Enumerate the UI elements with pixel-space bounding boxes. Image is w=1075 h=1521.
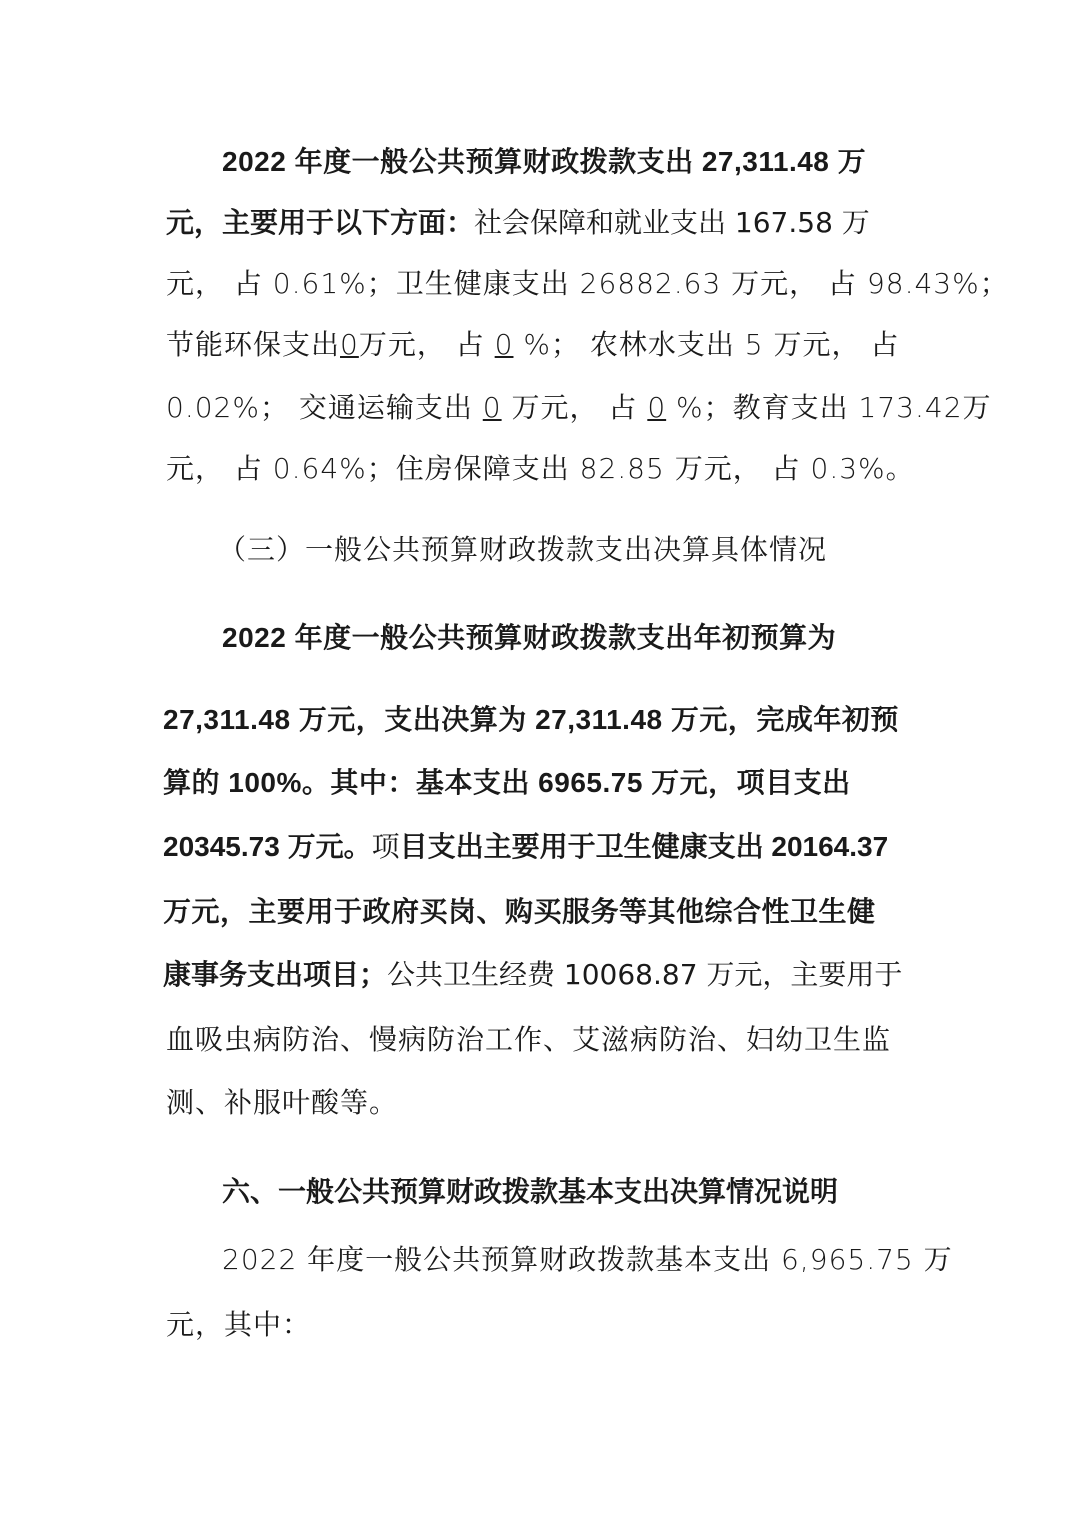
section-3-heading: （三）一般公共预算财政拨款支出决算具体情况 [218,533,828,566]
p2-line-1: 2022 年度一般公共预算财政拨款支出年初预算为 [222,622,837,653]
p1-line-5-a: 0.02%； 交通运输支出 [166,391,473,424]
p3-line-2: 元，其中： [166,1308,312,1341]
p1-line-4-a: 节能环保支出 [166,328,341,361]
p1-line-2-rest: 社会保障和就业支出 167.58 万 [474,206,870,239]
p1-line-5-b: 万元， 占 [511,391,638,424]
section-6-heading: 六、一般公共预算财政拨款基本支出决算情况说明 [222,1176,839,1207]
p1-line-5-zero-1: 0 [482,391,502,424]
p2-line-4-b: 项 [371,830,400,863]
p1-line-3: 元， 占 0.61%；卫生健康支出 26882.63 万元， 占 98.43%； [166,267,1009,300]
p1-line-5 [166,388,992,428]
p2-line-4-c: 目支出主要用于卫生健康支出 20164.37 [399,831,889,862]
p1-line-5-zero-2: 0 [647,391,667,424]
p1-line-2-bold: 元，主要用于以下方面： [166,207,475,238]
p1-line-2 [166,203,870,243]
p3-line-1: 2022 年度一般公共预算财政拨款基本支出 6,965.75 万 [222,1243,953,1276]
p2-line-5: 万元，主要用于政府买岗、购买服务等其他综合性卫生健 [163,896,876,927]
p2-line-8: 测、补服叶酸等。 [166,1086,399,1119]
p1-line-4-b: 万元， 占 [358,328,485,361]
p1-line-4 [166,325,899,365]
p2-line-6 [163,955,902,995]
p2-line-2: 27,311.48 万元，支出决算为 27,311.48 万元，完成年初预 [163,704,899,735]
p1-line-6: 元， 占 0.64%；住房保障支出 82.85 万元， 占 0.3%。 [166,452,915,485]
p2-line-6-bold: 康事务支出项目； [163,959,388,990]
p2-line-6-rest: 公共卫生经费 10068.87 万元，主要用于 [387,958,903,991]
p1-line-5-c: %；教育支出 173.42万 [676,391,992,424]
p2-line-4 [163,827,888,867]
p1-line-4-zero-1: 0 [340,328,359,361]
p1-line-4-c: %； 农林水支出 5 万元， 占 [523,328,900,361]
p2-line-3: 算的 100%。其中：基本支出 6965.75 万元，项目支出 [163,767,851,798]
p1-line-4-zero-2: 0 [494,328,514,361]
p1-line-1: 2022 年度一般公共预算财政拨款支出 27,311.48 万 [222,146,867,177]
p2-line-4-a: 20345.73 万元。 [163,831,372,862]
p2-line-7: 血吸虫病防治、慢病防治工作、艾滋病防治、妇幼卫生监 [166,1023,892,1056]
